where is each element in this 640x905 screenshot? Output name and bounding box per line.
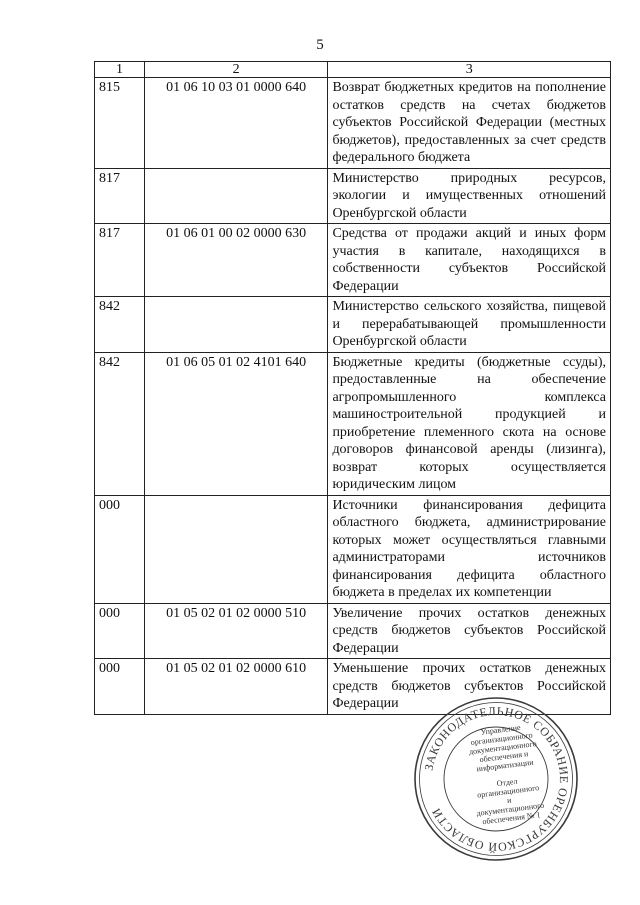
source-name-cell: Уменьшение прочих остатков денежных средств бюджетов субъектов Российской Федерации xyxy=(328,659,611,715)
admin-code-cell: 000 xyxy=(95,659,145,715)
table-row xyxy=(95,78,611,169)
column-header-1: 1 xyxy=(95,62,145,78)
admin-code-cell: 817 xyxy=(95,224,145,297)
kbk-code-cell: 01 05 02 01 02 0000 510 xyxy=(144,603,328,659)
table-row xyxy=(95,495,611,603)
admin-code-cell: 842 xyxy=(95,297,145,353)
kbk-code-cell: 01 05 02 01 02 0000 610 xyxy=(144,659,328,715)
source-name-cell: Бюджетные кредиты (бюджетные ссуды), предоставленные на обеспечение агропромышленного комплекса машиностроительной продукцией и приобретение племенного скота на основе договоров финансовой аренды (лизинга), возврат которых осуществляется юридическим лицом xyxy=(328,352,611,495)
admin-code-cell: 000 xyxy=(95,495,145,603)
source-name-cell: Источники финансирования дефицита областного бюджета, администрирование которых может осуществляться главными администраторами источников финансирования дефицита областного бюджета в пределах их компетенции xyxy=(328,495,611,603)
column-header-2: 2 xyxy=(144,62,328,78)
table-row xyxy=(95,352,611,495)
source-name-cell: Министерство природных ресурсов, экологии и имущественных отношений Оренбургской области xyxy=(328,168,611,224)
kbk-code-cell: 01 06 10 03 01 0000 640 xyxy=(144,78,328,169)
admin-code-cell: 000 xyxy=(95,603,145,659)
kbk-code-cell xyxy=(144,297,328,353)
seal-inner-lower-text: Отдел организационного и документационного обеспечения № 1 xyxy=(476,776,545,827)
table-row xyxy=(95,297,611,353)
table-row xyxy=(95,603,611,659)
budget-sources-table xyxy=(94,61,611,715)
admin-code-cell: 815 xyxy=(95,78,145,169)
column-header-3: 3 xyxy=(328,62,611,78)
seal-inner-upper-text: Управление организационного документационного обеспечения и информатизации xyxy=(468,722,538,774)
table-row xyxy=(95,224,611,297)
admin-code-cell: 842 xyxy=(95,352,145,495)
source-name-cell: Министерство сельского хозяйства, пищевой и перерабатывающей промышленности Оренбургской области xyxy=(328,297,611,353)
seal-inner-text xyxy=(466,721,545,827)
kbk-code-cell xyxy=(144,495,328,603)
kbk-code-cell: 01 06 05 01 02 4101 640 xyxy=(144,352,328,495)
table-row xyxy=(95,168,611,224)
kbk-code-cell: 01 06 01 00 02 0000 630 xyxy=(144,224,328,297)
page-number: 5 xyxy=(316,37,324,53)
source-name-cell: Возврат бюджетных кредитов на пополнение остатков средств на счетах бюджетов субъектов Российской Федерации (местных бюджетов), предоставленных за счет средств федерального бюджета xyxy=(328,78,611,169)
source-name-cell: Средства от продажи акций и иных форм участия в капитале, находящихся в собственности субъектов Российской Федерации xyxy=(328,224,611,297)
admin-code-cell: 817 xyxy=(95,168,145,224)
kbk-code-cell xyxy=(144,168,328,224)
seal-outer-text: ЗАКОНОДАТЕЛЬНОЕ СОБРАНИЕ ОРЕНБУРГСКОЙ ОБЛАСТИ xyxy=(421,703,572,855)
table-header-row xyxy=(95,62,611,78)
official-seal-stamp xyxy=(412,695,580,863)
source-name-cell: Увеличение прочих остатков денежных средств бюджетов субъектов Российской Федерации xyxy=(328,603,611,659)
